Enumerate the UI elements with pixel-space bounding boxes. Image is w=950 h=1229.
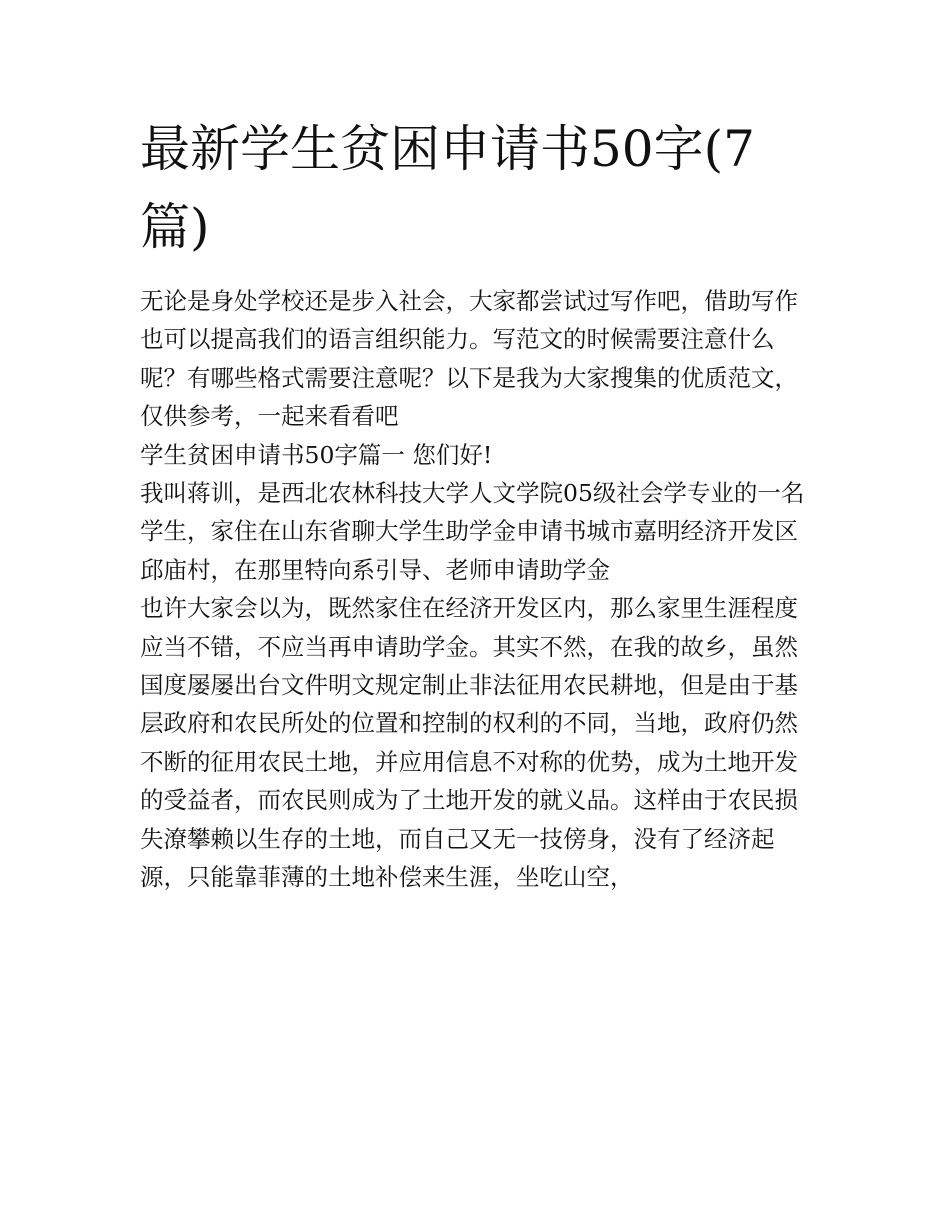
family-situation-paragraph: 也许大家会以为，既然家住在经济开发区内，那么家里生涯程度应当不错，不应当再申请助学金。其实不然，在我的故乡，虽然国度屡屡出台文件明文规定制止非法征用农民耕地，但是由于基层政府和农民所处的位置和控制的权利的不同，当地，政府仍然不断的征用农民土地，并应用信息不对称的优势，成为土地开发的受益者，而农民则成为了土地开发的就义品。这样由于农民损失潦攀赖以生存的土地，而自己又无一技傍身，没有了经济起源，只能靠菲薄的土地补偿来生涯，坐吃山空，	[140, 594, 798, 892]
section-heading-paragraph: 学生贫困申请书50字篇一 您们好!	[140, 440, 493, 469]
self-introduction-paragraph: 我叫蒋训，是西北农林科技大学人文学院05级社会学专业的一名学生，家住在山东省聊大学生助学金申请书城市嘉明经济开发区邱庙村，在那里特向系引导、老师申请助学金	[140, 479, 805, 584]
document-title: 最新学生贫困申请书50字(7篇)	[140, 120, 755, 256]
document-body	[140, 282, 820, 897]
intro-paragraph: 无论是身处学校还是步入社会，大家都尝试过写作吧，借助写作也可以提高我们的语言组织能力。写范文的时候需要注意什么呢？有哪些格式需要注意呢？以下是我为大家搜集的优质范文，仅供参考，一起来看看吧	[140, 287, 798, 431]
